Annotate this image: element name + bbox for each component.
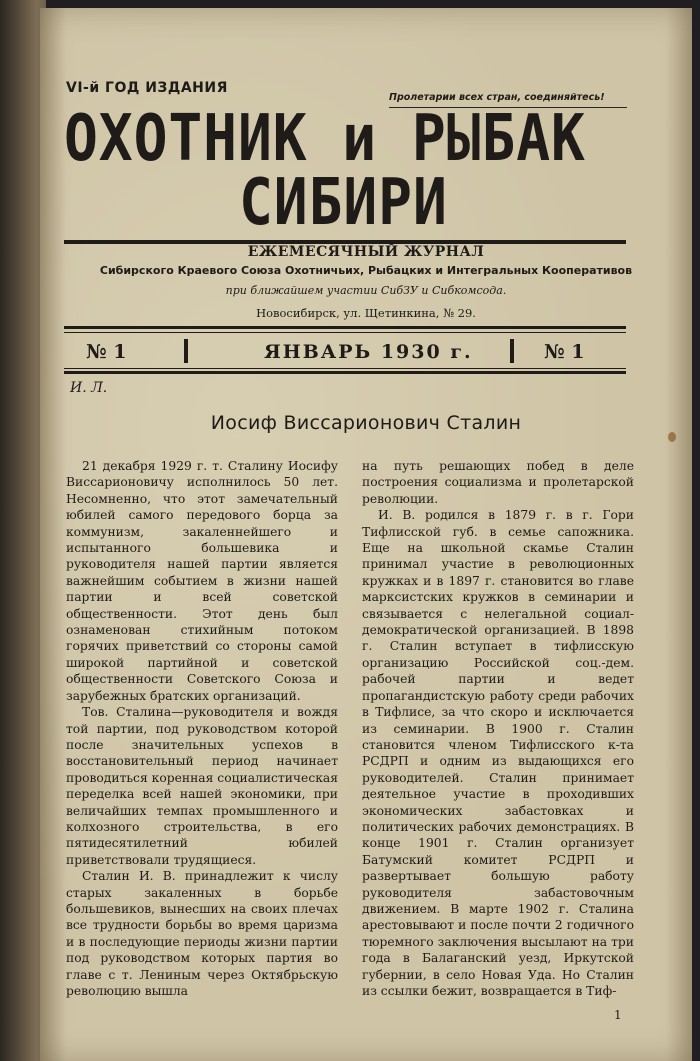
issue-bar-top-rule — [64, 326, 626, 329]
article-title: Иосиф Виссарионович Сталин — [210, 412, 522, 434]
author-initials: И. Л. — [70, 380, 108, 396]
issue-number-right: № 1 — [544, 341, 585, 363]
article-paragraph: Сталин И. В. принадлежит к числу старых закаленных в борьбе большевиков, вынесших на своих плечах все трудности борьбы во время царизма и в последующие периоды жизни партии под руководством которых партия во главе с т. Лениным через Октябрьскую революцию вышла — [66, 869, 338, 998]
magazine-page — [40, 8, 692, 1061]
issue-bar-bottom-rule — [64, 371, 626, 374]
issue-month-year: ЯНВАРЬ 1930 г. — [264, 341, 473, 363]
page-number: 1 — [614, 1008, 622, 1022]
article-column-left — [66, 458, 338, 999]
article-paragraph: И. В. родился в 1879 г. в г. Гори Тифлисской губ. в семье сапожника. Еще на школьной скамье Сталин принимал участие в революционных кружках и в 1897 г. становится во главе марксистских кружков в семинарии и связывается с нелегальной социал-демократической организацией. В 1898 г. Сталин вступает в тифлисскую организацию Российской соц.-дем. рабочей партии и ведет пропагандистскую работу среди рабочих в Тифлисе, за что скоро и исключается из семинарии. В 1900 г. Сталин становится членом Тифлисского к-та РСДРП и одним из выдающихся его руководителей. Сталин принимает деятельное участие в проходивших экономических забастовках и политических рабочих демонстрациях. В конце 1901 г. Сталин организует Батумский комитет РСДРП и развертывает большую работу руководителя забастовочным движением. В марте 1902 г. Сталина арестовывают и после почти 2 годичного тюремного заключения высылают на три года в Балаганский уезд, Иркутской губернии, в село Новая Уда. Но Сталин из ссылки бежит, возвращается в Тиф- — [362, 508, 634, 998]
issue-bar-divider-right — [510, 339, 514, 363]
slogan: Пролетарии всех стран, соединяйтесь! — [389, 92, 605, 103]
article-paragraph: Тов. Сталина—руководителя и вождя той партии, под руководством которой после значительных успехов в восстановительный период начинает проводиться коренная социалистическая переделка всей нашей экономики, при величайших темпах промышленного и колхозного строительства, в его пятидесятилетний юбилей приветствовали трудящиеся. — [66, 705, 338, 867]
issue-bar — [64, 326, 626, 374]
article-column-right — [362, 458, 634, 999]
article-paragraph: на путь решающих побед в деле построения социализма и пролетарской революции. — [362, 459, 634, 506]
partner-line: при ближайшем участии СибЗУ и Сибкомсода. — [225, 284, 507, 297]
paper-stain — [668, 432, 676, 442]
journal-subtitle: ЕЖЕМЕСЯЧНЫЙ ЖУРНАЛ — [247, 244, 485, 260]
issue-number-left: № 1 — [86, 341, 127, 363]
editorial-address: Новосибирск, ул. Щетинкина, № 29. — [256, 306, 476, 320]
masthead-title-line2: СИБИРИ — [239, 166, 448, 240]
publication-year-label: VI-й ГОД ИЗДАНИЯ — [66, 80, 228, 96]
issue-bar-bottom-rule-thin — [64, 368, 626, 369]
issue-bar-top-rule-thin — [64, 332, 626, 333]
publisher-organization: Сибирского Краевого Союза Охотничьих, Рыбацких и Интегральных Кооперативов — [99, 264, 633, 277]
article-paragraph: 21 декабря 1929 г. т. Сталину Иосифу Виссарионовичу исполнилось 50 лет. Несомненно, что этот замечательный юбилей самого передового борца за коммунизм, закаленнейшего и испытанного большевика и руководителя нашей партии является важнейшим событием в жизни нашей партии и всей советской общественности. Этот день был ознаменован стихийным потоком горячих приветствий со стороны самой широкой партийной и советской общественности Советского Союза и зарубежных братских организаций. — [66, 459, 338, 703]
masthead-title-line1: ОХОТНИК и РЫБАК — [64, 102, 586, 176]
issue-bar-divider-left — [184, 339, 188, 363]
